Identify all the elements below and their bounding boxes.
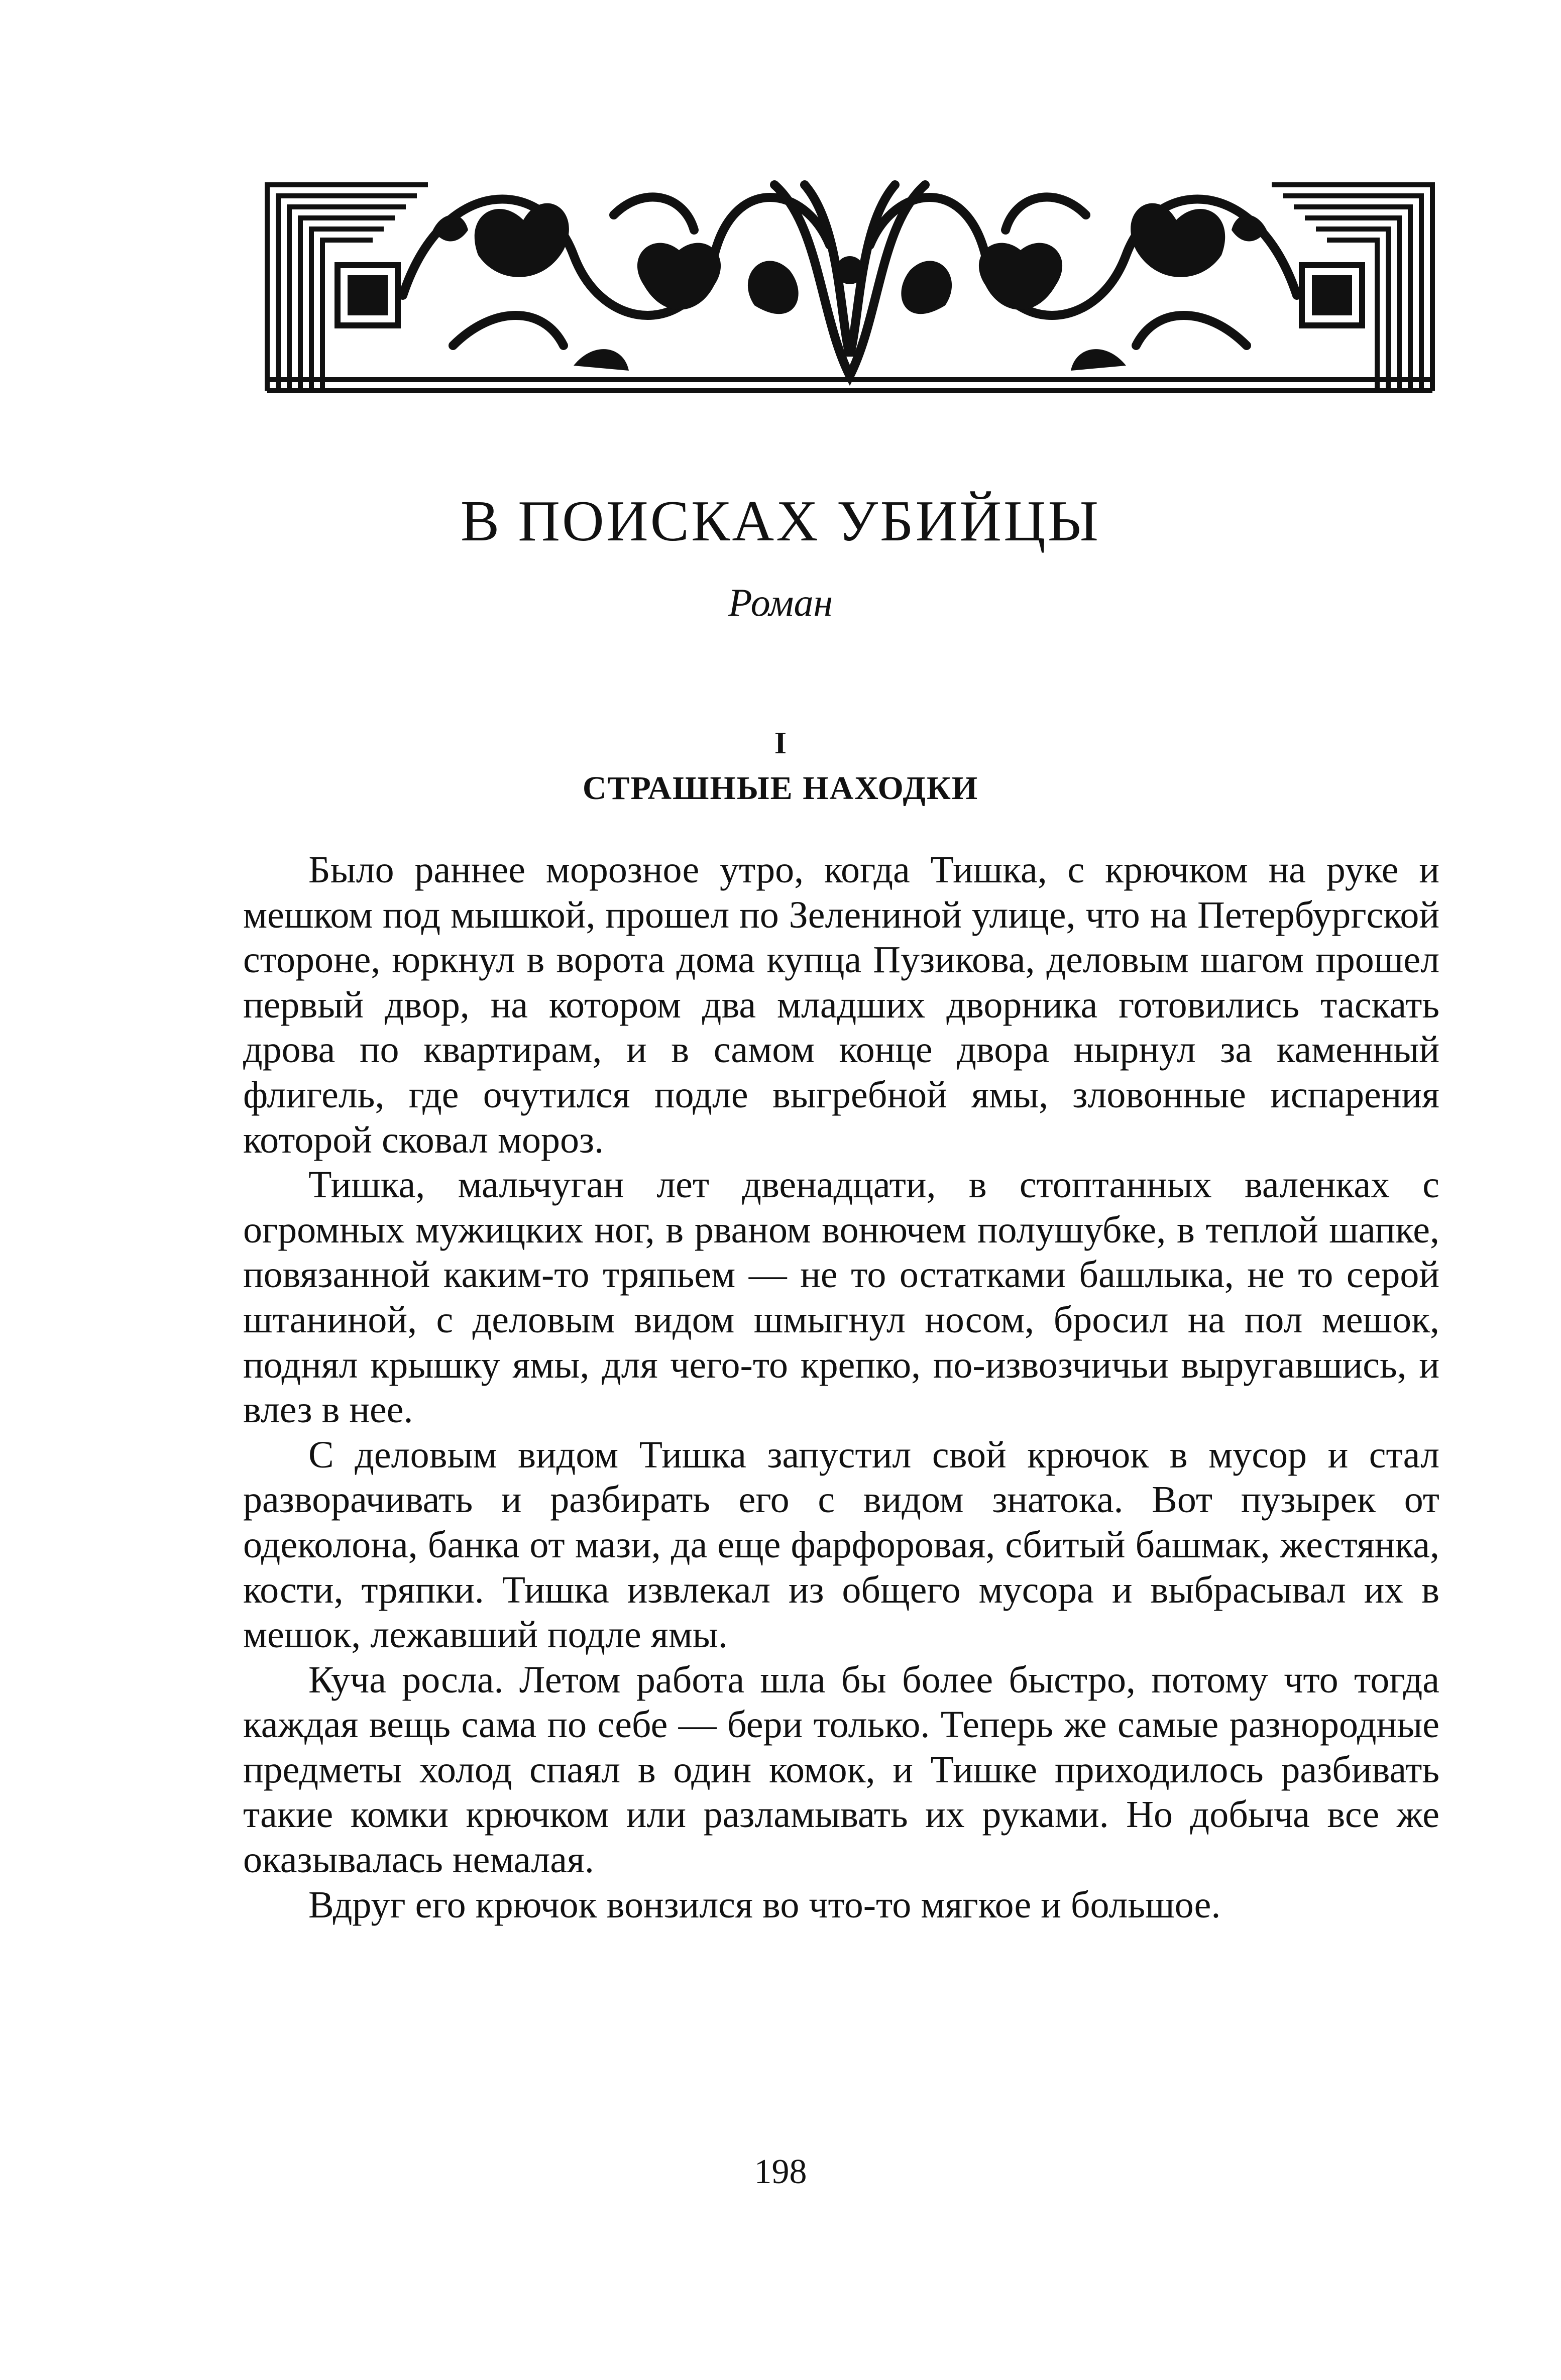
chapter-title: СТРАШНЫЕ НАХОДКИ bbox=[582, 770, 979, 807]
paragraph: Куча росла. Летом работа шла бы более быстро, потому что тогда каждая вещь сама по себе — бери только. Теперь же самые разнородные предметы холод спаял в один комок, и Тишке приходилось разбивать такие комки крючком или разламывать их руками. Но добыча все же оказывалась немалая. bbox=[243, 1658, 1439, 1881]
paragraph: Тишка, мальчуган лет двенадцати, в стоптанных валенках с огромных мужицких ног, в рваном вонючем полушубке, в теплой шапке, повязанной каким-то тряпьем — не то остатками башлыка, не то серой штаниной, с деловым видом шмыгнул носом, бросил на пол мешок, поднял крышку ямы, для чего-то крепко, по-извозчичьи выругавшись, и влез в нее. bbox=[243, 1164, 1439, 1431]
chapter-number: I bbox=[774, 726, 787, 760]
paragraph: Вдруг его крючок вонзился во что-то мягкое и большое. bbox=[308, 1883, 1221, 1926]
book-subtitle: Роман bbox=[728, 581, 833, 624]
paragraph: Было раннее морозное утро, когда Тишка, с крючком на руке и мешком под мышкой, прошел по Зелениной улице, что на Петербургской стороне, юркнул в ворота дома купца Пузикова, деловым шагом прошел первый двор, на котором два младших дворника готовились таскать дрова по квартирам, и в самом конце двора нырнул за каменный флигель, где очутился подле выгребной ямы, зловонные испарения которой сковал мороз. bbox=[243, 849, 1439, 1161]
page-number: 198 bbox=[754, 2152, 807, 2191]
floral-arabesque-ornament-icon bbox=[262, 155, 1437, 406]
header-ornament bbox=[262, 155, 1437, 406]
paragraph: С деловым видом Тишка запустил свой крючок в мусор и стал разворачивать и разбирать его с видом знатока. Вот пузырек от одеколона, банка от мази, да еще фарфоровая, сбитый башмак, жестянка, кости, тряпки. Тишка извлекал из общего мусора и выбрасывал их в мешок, лежавший подле ямы. bbox=[243, 1433, 1439, 1656]
chapter-body bbox=[243, 848, 1439, 1928]
book-title: В ПОИСКАХ УБИЙЦЫ bbox=[460, 489, 1101, 553]
